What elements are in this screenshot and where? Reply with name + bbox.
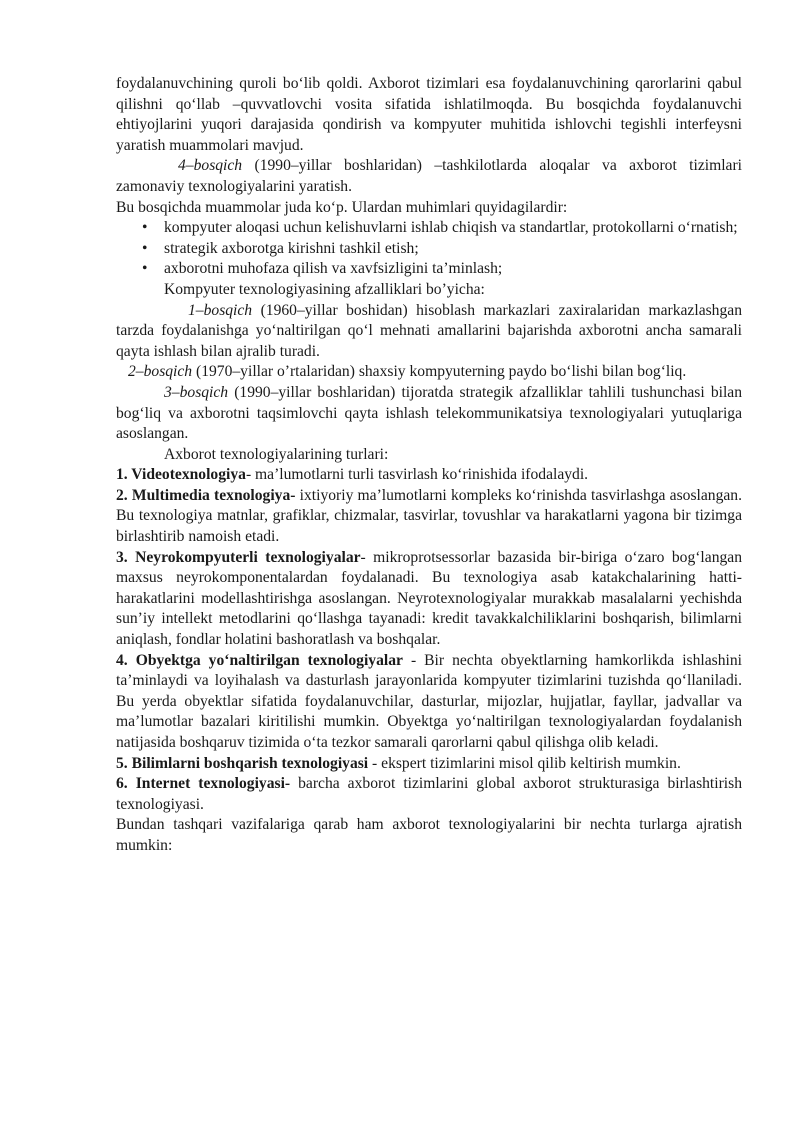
type-2-text: ixtiyoriy ma’lumotlarni kompleks ko‘rinishda tasvirlashga asoslangan. Bu texnologiya matnlar, grafiklar, chizmalar, tasvirlar, tovushlar va harakatlarni yagona bir tizimga birlashtirib namoish etadi.	[116, 486, 742, 546]
document-page	[116, 74, 742, 857]
type-1-title: 1. Videotexnologiya	[116, 466, 246, 484]
type-item-6	[116, 774, 742, 815]
bullet-icon: •	[142, 219, 148, 237]
type-5-text: - ekspert tizimlarini misol qilib keltirish mumkin.	[368, 754, 681, 772]
type-6-title: 6. Internet texnologiyasi-	[116, 775, 291, 793]
type-2-title: 2. Multimedia texnologiya-	[116, 486, 296, 504]
type-5-title: 5. Bilimlarni boshqarish texnologiyasi	[116, 754, 369, 772]
type-item-5	[116, 754, 742, 775]
type-item-2	[116, 486, 742, 548]
stage-3-text: (1990–yillar boshlaridan) tijoratda strategik afzalliklar tahlili tushunchasi bilan bog‘liq va axborotni taqsimlovchi qayta ishlash telekommunikatsiya texnologiyalari yutuqlariga asoslangan.	[116, 383, 742, 443]
paragraph-stage-4	[116, 156, 742, 197]
paragraph-advantages: Kompyuter texnologiyasining afzalliklari bo’yicha:	[164, 280, 485, 298]
bullet-icon: •	[142, 260, 148, 278]
paragraph-stage-2	[116, 362, 742, 383]
list-item: • axborotni muhofaza qilish va xavfsizligini ta’minlash;	[164, 259, 742, 280]
stage-2-text: (1970–yillar o’rtalaridan) shaxsiy kompyuterning paydo bo‘lishi bilan bog‘liq.	[192, 363, 687, 381]
type-item-3	[116, 548, 742, 651]
type-item-4	[116, 651, 742, 754]
stage-4-text: (1990–yillar boshlaridan) –tashkilotlarda aloqalar va axborot tizimlari zamonaviy texnologiyalarini yaratish.	[116, 157, 742, 195]
stage-4-label: 4–bosqich	[178, 157, 243, 175]
type-4-title: 4. Obyektga yo‘naltirilgan texnologiyalar	[116, 651, 403, 669]
problems-list	[116, 218, 742, 280]
stage-3-label: 3–bosqich	[164, 383, 229, 401]
paragraph-stage-3	[116, 383, 742, 445]
list-item: • kompyuter aloqasi uchun kelishuvlarni ishlab chiqish va standartlar, protokollarni o‘rnatish;	[164, 218, 742, 239]
paragraph-closing: Bundan tashqari vazifalariga qarab ham axborot texnologiyalarini bir nechta turlarga ajratish mumkin:	[116, 816, 742, 854]
type-3-text: - mikroprotsessorlar bazasida bir-biriga o‘zaro bog‘langan maxsus neyrokomponentalardan foydalanadi. Bu texnologiya asab katakchalarining hatti-harakatlarini modellashtirishga asoslangan. Neyrotexnologiyalar murakkab masalalarni yechishda sun’iy intellekt metodlarini qo‘llashga tayanadi: kredit tavakkalchiliklarini boshqarish, bilimlarni aniqlash, fondlar holatini bashoratlash va boshqalar.	[116, 548, 742, 649]
type-4-text: - Bir nechta obyektlarning hamkorlikda ishlashini ta’minlaydi va loyihalash va dasturlash jarayonlarida kompyuter tizimlarini tuzishda qo‘llaniladi. Bu yerda obyektlar sifatida foydalanuvchilar, dasturlar, mijozlar, hujjatlar, fayllar, jadvallar va ma’lumotlar bazalari kiritilishi mumkin. Obyektga yo‘naltirilgan texnologiyalardan foydalanish natijasida boshqaruv tizimida o‘ta tezkor samarali qarorlarni qabul qilishga olib keladi.	[116, 651, 743, 751]
type-1-text: - ma’lumotlarni turli tasvirlash ko‘rinishida ifodalaydi.	[245, 466, 589, 484]
paragraph-types-heading: Axborot texnologiyalarining turlari:	[164, 445, 389, 463]
stage-1-text: (1960–yillar boshidan) hisoblash markazlari zaxiralaridan markazlashgan tarzda foydalanishga yo‘naltirilgan qo‘l mehnati amallarini bajarishda axborotni ancha samarali qayta ishlash bilan ajralib turadi.	[116, 301, 742, 360]
type-3-title: 3. Neyrokompyuterli texnologiyalar	[116, 548, 361, 566]
bullet-icon: •	[142, 239, 148, 257]
paragraph-stage-1	[116, 301, 742, 363]
stage-1-label: 1–bosqich	[188, 301, 253, 319]
type-6-text: barcha axborot tizimlarini global axborot strukturasiga birlashtirish texnologiyasi.	[116, 775, 742, 813]
list-item: • strategik axborotga kirishni tashkil etish;	[164, 239, 742, 260]
stage-2-label: 2–bosqich	[128, 363, 193, 381]
type-item-1	[116, 465, 742, 486]
paragraph-intro: foydalanuvchining quroli bo‘lib qoldi. Axborot tizimlari esa foydalanuvchining qarorlarini qabul qilishni qo‘llab –quvvatlovchi vosita sifatida ishlatilmoqda. Bu bosqichda foydalanuvchi ehtiyojlarini yuqori darajasida qondirish va kompyuter muhitida ishlovchi tegishli interfeysni yaratish muammolari mavjud.	[116, 75, 742, 154]
paragraph-problems: Bu bosqichda muammolar juda ko‘p. Ulardan muhimlari quyidagilardir:	[116, 198, 568, 216]
